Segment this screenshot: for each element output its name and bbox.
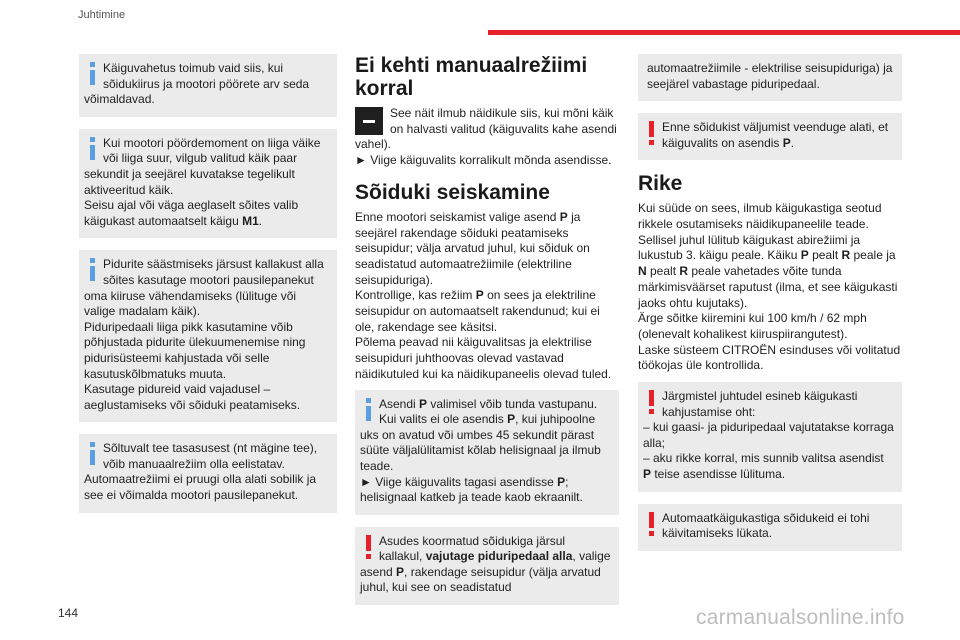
info-text: Kasutage pidureid vaid vajadusel – aeglustamiseks või sõiduki peatamiseks.: [84, 382, 301, 412]
gear-label: P: [396, 564, 405, 579]
info-text: Piduripedaali liiga pikk kasutamine võib põhjustada pidurite ülekuumenemise ning pidurisüsteemi kahjustada või selle kasutuskõlbmatuks muuta.: [84, 319, 306, 381]
info-text: Pidurite säästmiseks järsust kallakust alla sõites kasutage mootori pausilepanekut oma kiiruse vähendamiseks (lülituge või valige madalam käik).: [84, 257, 324, 319]
gear-label: P: [643, 467, 652, 482]
body-text: Kui süüde on sees, ilmub käigukastiga seotud rikkele osutamiseks näidikupaneelile teade.: [638, 201, 882, 232]
header-accent-bar: [488, 30, 960, 35]
body-text: Kontrollige, kas režiim: [355, 288, 476, 303]
body-text: on sees ja elektriline seisupidur on automaatselt rakendunud; kui ei ole, rakendage see käsitsi.: [355, 288, 600, 334]
warning-box: [638, 382, 902, 492]
info-text: valimisel võib tunda vastupanu. Kui valits ei ole asendis: [379, 396, 598, 427]
info-icon: [88, 442, 96, 466]
warning-box: [638, 113, 902, 160]
section-heading: Ei kehti manuaalrežiimi korral: [355, 54, 588, 100]
column-right: [638, 54, 902, 563]
warning-text: Järgmistel juhtudel esineb käigukasti kahjustamise oht:: [662, 389, 858, 419]
body-text: Ärge sõitke kiiremini kui 100 km/h / 62 mph (olenevalt kohalikest kiiruspiirangutest).: [638, 311, 867, 341]
page-number: 144: [58, 606, 79, 620]
info-box: [79, 54, 337, 117]
column-left: [79, 54, 337, 525]
gear-label: P: [507, 412, 516, 427]
gear-label: P: [419, 396, 428, 411]
body-text: peale ja: [850, 248, 896, 263]
gear-label: P: [559, 209, 568, 224]
info-box: [79, 434, 337, 512]
gear-label: P: [800, 248, 809, 263]
warning-text: – kui gaasi- ja piduripedaal vajutatakse korraga alla;: [643, 420, 894, 450]
info-icon: [88, 62, 96, 86]
gear-label: P: [782, 135, 791, 150]
warning-icon: [647, 121, 655, 145]
body-text: Sellisel juhul lülitub käigukast abirežiimi ja lukustub 3. käigu peale. Käiku: [638, 232, 861, 263]
gear-label: R: [679, 264, 689, 279]
body-text: pealt: [808, 248, 842, 263]
body-paragraph: [638, 201, 902, 374]
punctuation: .: [790, 135, 795, 150]
body-text: Põlema peavad nii käiguvalitsas ja elektrilise seisupiduri juhthoovas olevad vastavad näidikutuled kui ka näidikupaneelis olevad tuled.: [355, 335, 612, 381]
info-box: [79, 250, 337, 422]
warning-box: [355, 527, 619, 605]
gear-label: P: [557, 474, 566, 489]
gear-label: P: [475, 288, 484, 303]
info-icon: [88, 258, 96, 282]
warning-text: teise asendisse lülituma.: [651, 467, 786, 482]
info-text: Sõltuvalt tee tasasusest (nt mägine tee), võib manuaalrežiim olla eelistatav.: [103, 441, 318, 471]
warning-icon: [647, 512, 655, 536]
gear-label: R: [841, 248, 851, 263]
gear-label: M1: [242, 213, 259, 228]
warning-icon: [647, 390, 655, 414]
column-middle: [355, 54, 619, 617]
warning-text: Asudes koormatud sõidukiga järsul kallakul,: [379, 533, 566, 564]
warning-box: [638, 504, 902, 551]
body-text: ja seejärel rakendage sõiduki peatamiseks seisupidur; välja arvatud juhul, kui sõiduk on seadistatud automaatrežiimile (elektriline seisupiduriga).: [355, 209, 590, 287]
step-text: ► Viige käiguvalits korralikult mõnda asendisse.: [355, 153, 612, 168]
dash-indicator-icon: [355, 107, 383, 135]
punctuation: .: [258, 213, 263, 228]
info-text: , kui juhipoolne uks on avatud või umbes 45 sekundit pärast süüte väljalülitamist kõlab helisignaal ja ilmub teade.: [360, 412, 601, 473]
running-header: Juhtimine: [78, 9, 126, 21]
body-text: Laske süsteem CITROËN esinduses või volitatud töökojas üle kontrollida.: [638, 342, 901, 373]
info-text: Asendi: [379, 396, 420, 411]
warning-text: Enne sõidukist väljumist veenduge alati, et käiguvalits on asendis: [662, 120, 889, 150]
gear-indicator-note: [355, 106, 619, 169]
body-text: peale vahetades võite tunda märkimisväärset raputust (ilma, et see käigukasti jaoks ohtu kujutaks).: [638, 264, 898, 310]
step-text: ► Viige käiguvalits tagasi asendisse: [360, 474, 558, 489]
info-box: [79, 129, 337, 239]
watermark: carmanualsonline.info: [696, 606, 905, 629]
info-text: Kui mootori pöördemoment on liiga väike või liiga suur, vilgub valitud käik paar sekundit ja seejärel kuvatakse tegelikult aktiveeritud käik.: [84, 135, 321, 197]
section-heading: Sõiduki seiskamine: [355, 180, 550, 204]
step-text: ; helisignaal katkeb ja teade kaob ekraanilt.: [360, 474, 583, 505]
warning-text: automaatrežiimile - elektrilise seisupiduriga) ja seejärel vabastage piduripedaal.: [647, 61, 893, 91]
warning-text: , rakendage seisupidur (välja arvatud juhul, kui see on seadistatud: [360, 564, 601, 595]
gear-label: N: [638, 264, 647, 279]
warning-emphasis: vajutage piduripedaal alla: [425, 549, 573, 564]
info-icon: [364, 398, 372, 422]
info-text: Käiguvahetus toimub vaid siis, kui sõidukiirus ja mootori pöörete arv seda võimaldavad.: [84, 61, 310, 107]
info-text: Automaatrežiimi ei pruugi olla alati sobilik ja see ei võimalda mootori pausilepanekut.: [84, 472, 317, 503]
warning-box-continued: [638, 54, 902, 101]
warning-text: – aku rikke korral, mis sunnib valitsa asendist: [643, 451, 884, 466]
body-paragraph: [355, 210, 619, 383]
info-box: [355, 390, 619, 515]
body-text: See näit ilmub näidikule siis, kui mõni käik on halvasti valitud (käiguvalits kahe asendi vahel).: [355, 106, 617, 152]
warning-text: , valige asend: [360, 549, 611, 579]
section-heading: Rike: [638, 172, 683, 196]
body-text: Enne mootori seiskamist valige asend: [355, 209, 560, 224]
info-text: Seisu ajal või väga aeglaselt sõites valib käigukast automaatselt käigu: [84, 198, 299, 228]
info-icon: [88, 137, 96, 161]
body-text: pealt: [646, 264, 680, 279]
warning-text: Automaatkäigukastiga sõidukeid ei tohi käivitamiseks lükata.: [662, 510, 870, 541]
warning-icon: [364, 535, 372, 559]
